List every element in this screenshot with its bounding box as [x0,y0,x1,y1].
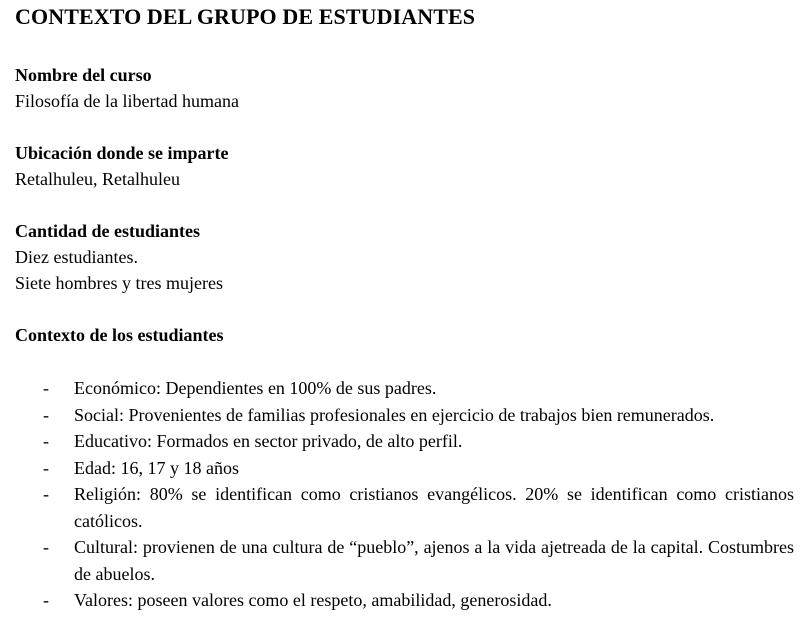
section-value: Filosofía de la libertad humana [15,91,239,111]
bullet-marker: - [43,537,49,557]
bullet-text: Edad: 16, 17 y 18 años [74,457,239,478]
section-location [15,140,794,192]
bullet-culture [15,534,794,587]
section-label: Nombre del curso [15,65,152,85]
section-course-name [15,62,794,114]
bullet-religion [15,481,794,534]
bullet-marker: - [43,484,49,504]
bullet-education [15,428,794,455]
bullet-marker: - [43,590,49,610]
section-label: Ubicación donde se imparte [15,143,229,163]
bullet-values [15,587,794,614]
section-student-count [15,218,794,296]
section-value: Siete hombres y tres mujeres [15,273,223,293]
bullet-marker: - [43,378,49,398]
bullet-marker: - [43,404,49,425]
bullet-text: Valores: poseen valores como el respeto, amabilidad, generosidad. [74,590,552,610]
section-label: Cantidad de estudiantes [15,221,201,241]
bullet-economic [15,375,794,402]
bullet-text: Cultural: provienen de una cultura de “pueblo”, ajenos a la vida ajetreada de la capital. Costumbres de abuelos. [74,537,794,584]
section-value: Retalhuleu, Retalhuleu [15,169,180,189]
context-bullet-list [15,375,794,614]
bullet-text: Económico: Dependientes en 100% de sus padres. [74,378,437,398]
section-value: Diez estudiantes. [15,247,138,267]
bullet-social [15,402,794,429]
bullet-text: Religión: 80% se identifican como cristianos evangélicos. 20% se identifican como cristianos católicos. [74,484,794,531]
bullet-marker: - [43,457,49,478]
bullet-text: Social: Provenientes de familias profesionales en ejercicio de trabajos bien remunerados. [74,404,715,425]
section-label: Contexto de los estudiantes [15,325,224,345]
bullet-marker: - [43,431,49,451]
document-title: CONTEXTO DEL GRUPO DE ESTUDIANTES [15,4,476,29]
section-student-context [15,322,794,614]
bullet-text: Educativo: Formados en sector privado, de alto perfil. [74,431,463,451]
bullet-age [15,455,794,482]
